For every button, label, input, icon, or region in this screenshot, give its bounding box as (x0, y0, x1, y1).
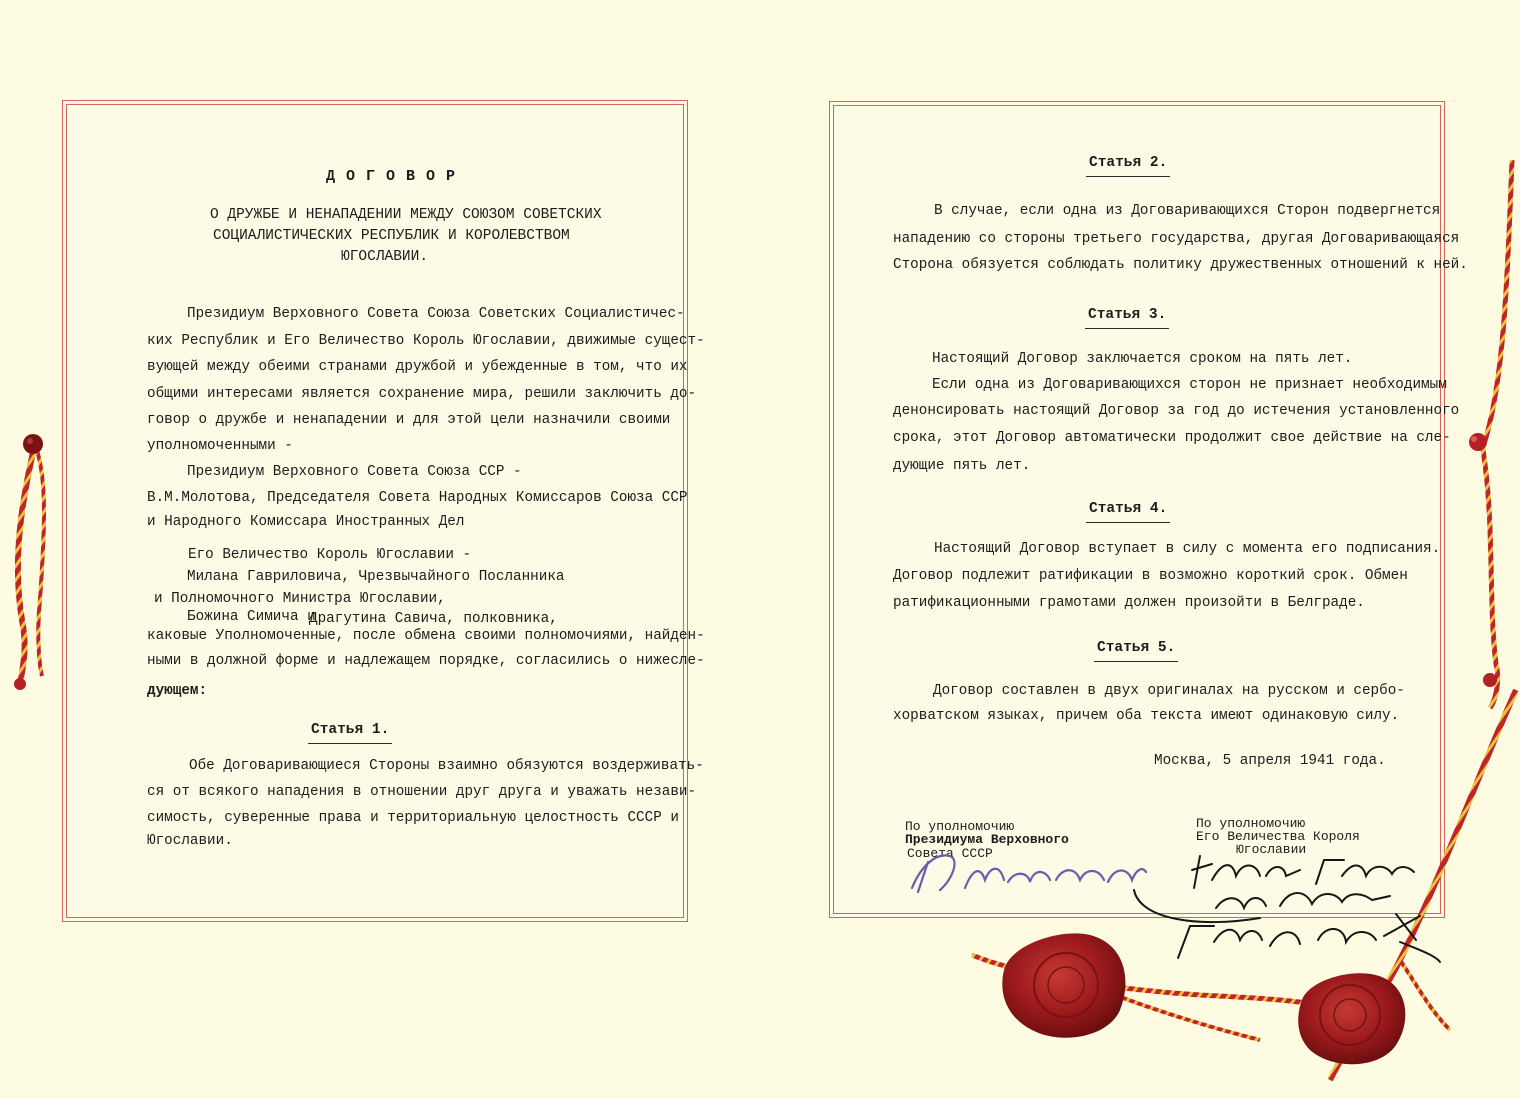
article-5-line-1: Договор составлен в двух оригиналах на русском и сербо- (933, 683, 1405, 699)
article-3-line-2: Если одна из Договаривающихся сторон не признает необходимым (932, 377, 1447, 393)
preamble-line-10: Его Величество Король Югославии - (188, 547, 472, 563)
document-title: Д О Г О В О Р (326, 168, 457, 185)
signatory-yugoslavia-line-3: Югославии (1236, 842, 1307, 857)
place-and-date: Москва, 5 апреля 1941 года. (1154, 753, 1386, 769)
treaty-page-left (62, 100, 705, 922)
treaty-page-right (829, 101, 1468, 918)
article-2-heading: Статья 2. (1089, 155, 1168, 171)
preamble-line-7: Президиум Верховного Совета Союза ССР - (187, 464, 522, 480)
preamble-line-5: говор о дружбе и ненападении и для этой цели назначили своими (147, 412, 671, 428)
subtitle-line-1: О ДРУЖБЕ И НЕНАПАДЕНИИ МЕЖДУ СОЮЗОМ СОВЕТСКИХ (210, 207, 602, 223)
preamble-line-14: Драгутина Савича, полковника, (309, 611, 558, 627)
article-3-line-5: дующие пять лет. (893, 458, 1031, 474)
preamble-line-15: каковые Уполномоченные, после обмена своими полномочиями, найден- (147, 628, 705, 644)
article-1-line-4: Югославии. (147, 833, 233, 849)
preamble-line-16: ными в должной форме и надлежащем порядке, согласились о нижесле- (147, 653, 705, 669)
article-4-heading: Статья 4. (1089, 501, 1168, 517)
article-1-line-2: ся от всякого нападения в отношении друг друга и уважать незави- (147, 784, 697, 800)
article-4-line-3: ратификационными грамотами должен произойти в Белграде. (893, 595, 1365, 611)
preamble-line-8: В.М.Молотова, Председателя Совета Народных Комиссаров Союза ССР (147, 490, 688, 506)
wax-seal-ussr (1002, 933, 1125, 1037)
article-2-line-3: Сторона обязуется соблюдать политику дружественных отношений к ней. (893, 257, 1468, 273)
preamble-line-9: и Народного Комиссара Иностранных Дел (147, 514, 465, 530)
preamble-line-1: Президиум Верховного Совета Союза Советских Социалистичес- (187, 306, 685, 322)
preamble-line-12: и Полномочного Министра Югославии, (154, 591, 446, 607)
signatory-ussr-line-3: Совета СССР (907, 846, 993, 861)
preamble-line-17: дующем: (147, 683, 208, 699)
article-4-line-1: Настоящий Договор вступает в силу с момента его подписания. (934, 541, 1441, 557)
article-3-line-4: срока, этот Договор автоматически продолжит свое действие на сле- (893, 430, 1451, 446)
article-1-heading: Статья 1. (311, 722, 390, 738)
article-1-line-1: Обе Договаривающиеся Стороны взаимно обязуются воздерживать- (189, 758, 704, 774)
preamble-line-2: ких Республик и Его Величество Король Югославии, движимые сущест- (147, 333, 705, 349)
preamble-line-11: Милана Гавриловича, Чрезвычайного Посланника (187, 569, 565, 585)
left-cord (14, 434, 44, 690)
preamble-line-13: Божина Симича и (187, 609, 316, 625)
article-1-line-3: симость, суверенные права и территориальную целостность СССР и (147, 810, 679, 826)
preamble-line-3: вующей между обеими странами дружбой и убежденные в том, что их (147, 359, 688, 375)
article-5-line-2: хорватском языках, причем оба текста имеют одинаковую силу. (893, 708, 1400, 724)
signatory-ussr-line-2: Президиума Верховного (905, 832, 1069, 847)
signatory-yugoslavia-line-2: Его Величества Короля (1196, 829, 1360, 844)
signature-savic (1178, 914, 1440, 962)
article-2-line-1: В случае, если одна из Договаривающихся Сторон подвергнется (934, 203, 1441, 219)
preamble-line-6: уполномоченными - (147, 438, 293, 454)
right-cord (1469, 160, 1512, 708)
article-5-heading: Статья 5. (1097, 640, 1176, 656)
wax-seal-yugoslavia (1298, 973, 1405, 1064)
article-3-line-1: Настоящий Договор заключается сроком на пять лет. (932, 351, 1353, 367)
subtitle-line-3: ЮГОСЛАВИИ. (341, 249, 429, 265)
article-3-line-3: денонсировать настоящий Договор за год до истечения установленного (893, 403, 1460, 419)
article-2-line-2: нападению со стороны третьего государства, другая Договаривающаяся (893, 231, 1460, 247)
signatory-yugoslavia-line-1: По уполномочию (1196, 816, 1306, 831)
preamble-line-4: общими интересами является сохранение мира, решили заключить до- (147, 386, 697, 402)
article-3-heading: Статья 3. (1088, 307, 1167, 323)
article-4-line-2: Договор подлежит ратификации в возможно короткий срок. Обмен (893, 568, 1408, 584)
subtitle-line-2: СОЦИАЛИСТИЧЕСКИХ РЕСПУБЛИК И КОРОЛЕВСТВОМ (213, 228, 570, 244)
signatory-ussr-line-1: По уполномочию (905, 819, 1015, 834)
